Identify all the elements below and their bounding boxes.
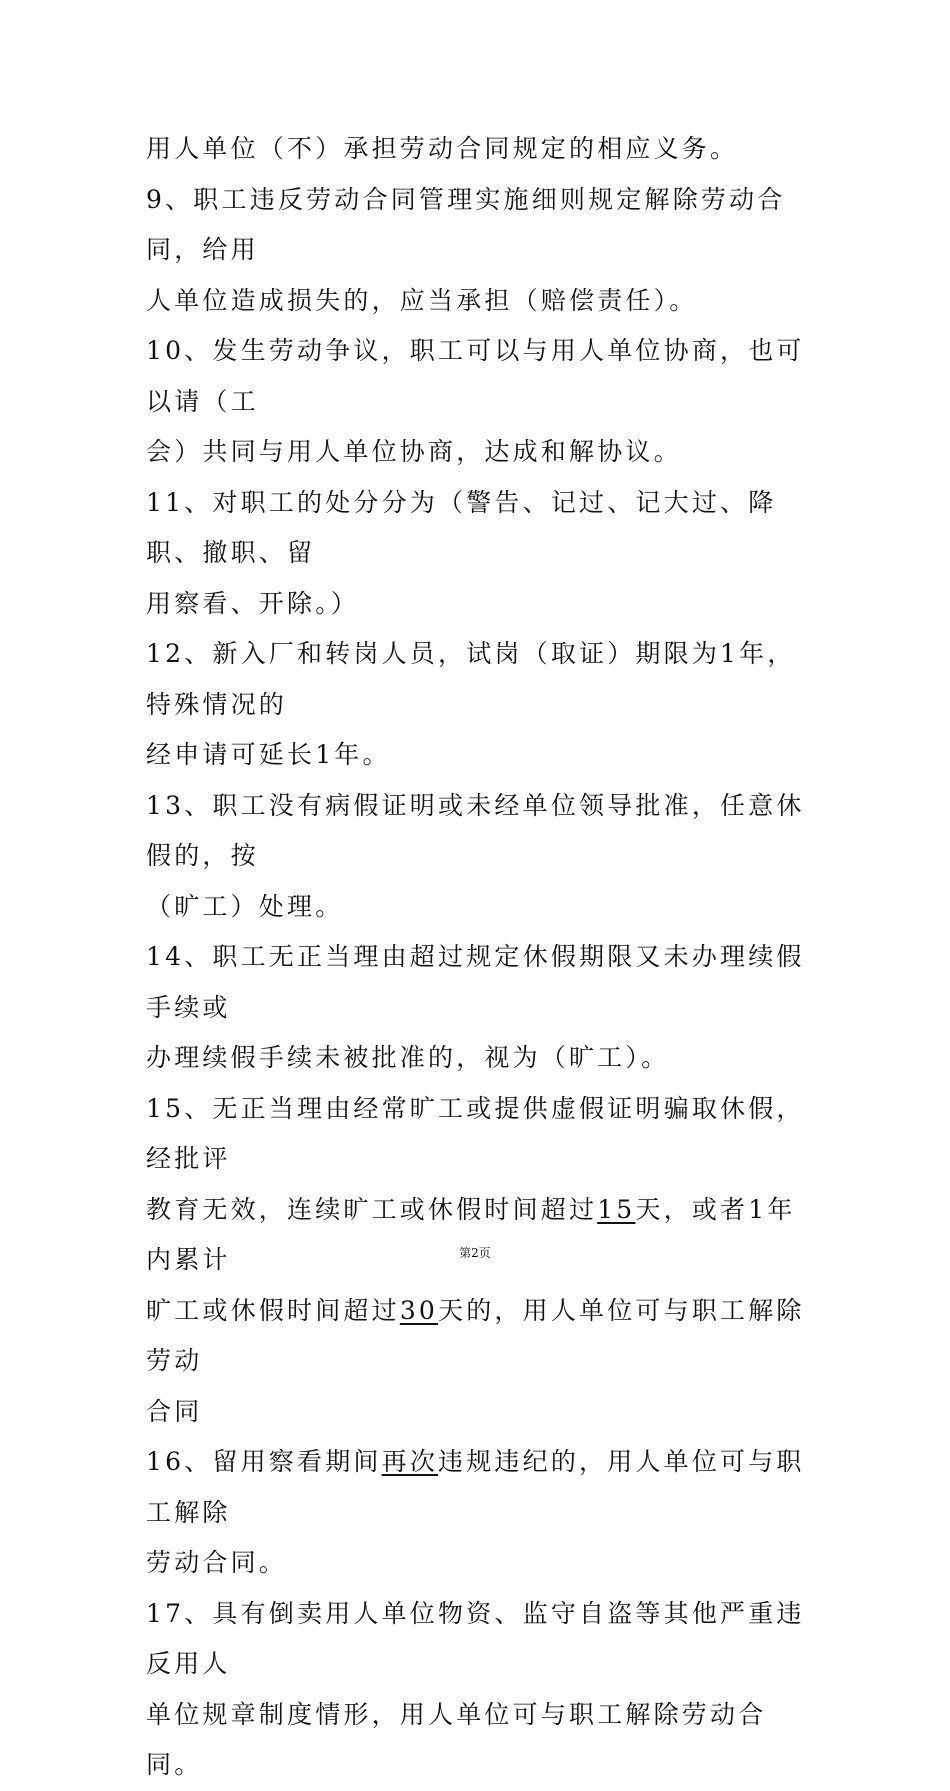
text-line: 教育无效，连续旷工或休假时间超过15天，或者1年内累计 (146, 1194, 796, 1274)
text-line: 旷工或休假时间超过30天的，用人单位可与职工解除劳动 (146, 1295, 805, 1375)
text-line: 12、新入厂和转岗人员，试岗（取证）期限为1年，特殊情况的 (146, 639, 796, 719)
underlined-days-30: 30 (399, 1295, 439, 1325)
text-line: 11、对职工的处分分为（警告、记过、记大过、降职、撤职、留 (146, 487, 777, 567)
text-line: 17、具有倒卖用人单位物资、监守自盗等其他严重违反用人 (146, 1598, 805, 1678)
text-line: 用察看、开除。） (146, 588, 360, 618)
text-line: 用人单位（不）承担劳动合同规定的相应义务。 (146, 134, 739, 163)
underlined-days-15: 15 (597, 1194, 636, 1224)
text-line: 15、无正当理由经常旷工或提供虚假证明骗取休假，经批评 (146, 1093, 805, 1173)
text-line: 合同 (146, 1396, 203, 1426)
text-line: （旷工）处理。 (146, 891, 344, 921)
text-line: 会）共同与用人单位协商，达成和解协议。 (146, 437, 682, 466)
text-line: 办理续假手续未被批准的，视为（旷工）。 (146, 1043, 670, 1072)
text-line: 13、职工没有病假证明或未经单位领导批准，任意休假的，按 (146, 790, 805, 870)
text-line: 劳动合同。 (146, 1548, 288, 1577)
underlined-again: 再次 (381, 1447, 439, 1476)
document-body (146, 124, 811, 1791)
text-line: 经申请可延长1年。 (146, 740, 391, 769)
text-line: 单位规章制度情形，用人单位可与职工解除劳动合同。 (146, 1699, 767, 1779)
text-line: 16、留用察看期间再次违规违纪的，用人单位可与职工解除 (146, 1447, 805, 1527)
text-line: 14、职工无正当理由超过规定休假期限又未办理续假手续或 (146, 942, 805, 1022)
text-line: 人单位造成损失的，应当承担（赔偿责任）。 (146, 285, 698, 315)
text-line: 10、发生劳动争议，职工可以与用人单位协商，也可以请（工 (146, 336, 805, 416)
page-number: 第2页 (459, 1246, 491, 1260)
text-line: 9、职工违反劳动合同管理实施细则规定解除劳动合同，给用 (146, 184, 786, 264)
